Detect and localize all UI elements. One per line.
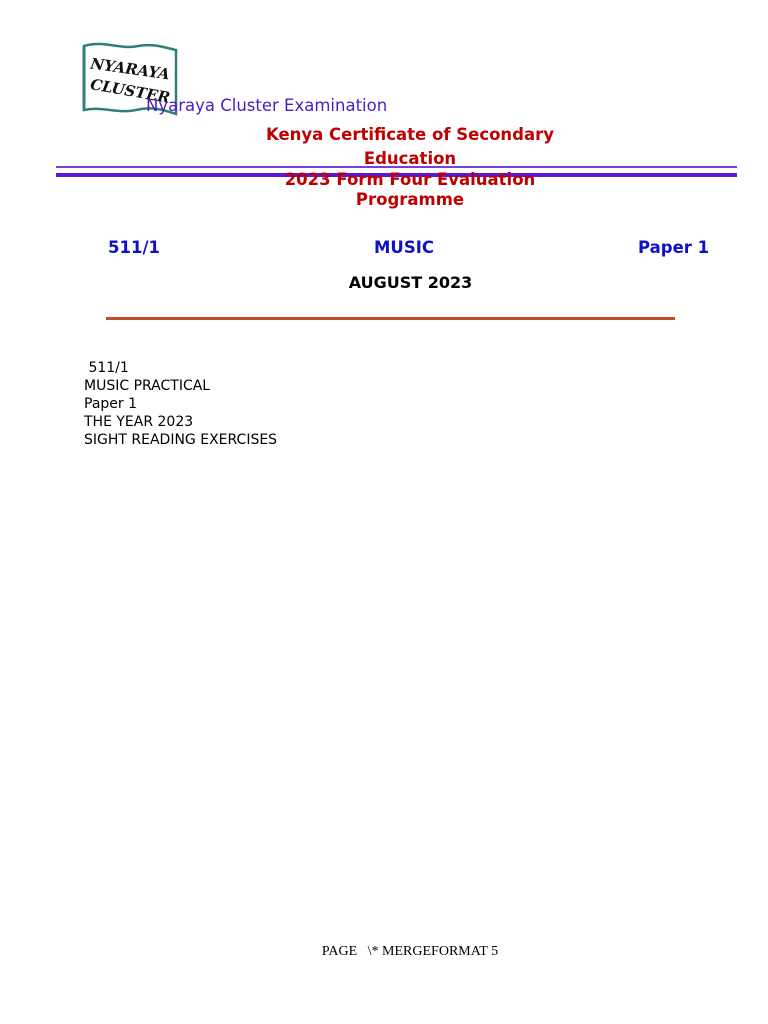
detail-line: SIGHT READING EXERCISES: [84, 432, 278, 448]
kcse-title-line2: Education: [363, 149, 457, 168]
kcse-title-line1: Kenya Certificate of Secondary: [265, 125, 555, 144]
exam-date: AUGUST 2023: [348, 273, 473, 292]
detail-line: 511/1: [84, 360, 129, 376]
logo-text-line2: CLUSTER: [88, 75, 172, 107]
date-divider: [106, 317, 675, 320]
detail-line: Paper 1: [84, 396, 138, 412]
detail-line: THE YEAR 2023: [84, 414, 194, 430]
logo-text-line1: NYARAYA: [89, 54, 171, 84]
cluster-examination-label: Nyaraya Cluster Examination: [146, 96, 388, 115]
header-divider-thin: [56, 166, 737, 168]
detail-line: MUSIC PRACTICAL: [84, 378, 211, 394]
kcse-title: [220, 123, 600, 171]
subject-name: MUSIC: [374, 238, 434, 257]
paper-details: [84, 359, 277, 449]
paper-code: 511/1: [108, 238, 160, 257]
programme-title: [220, 170, 600, 210]
programme-title-line1: 2023 Form Four Evaluation: [284, 170, 536, 189]
paper-number: Paper 1: [638, 238, 710, 257]
programme-title-line2: Programme: [355, 190, 465, 209]
page-footer: PAGE \* MERGEFORMAT 5: [321, 944, 499, 959]
